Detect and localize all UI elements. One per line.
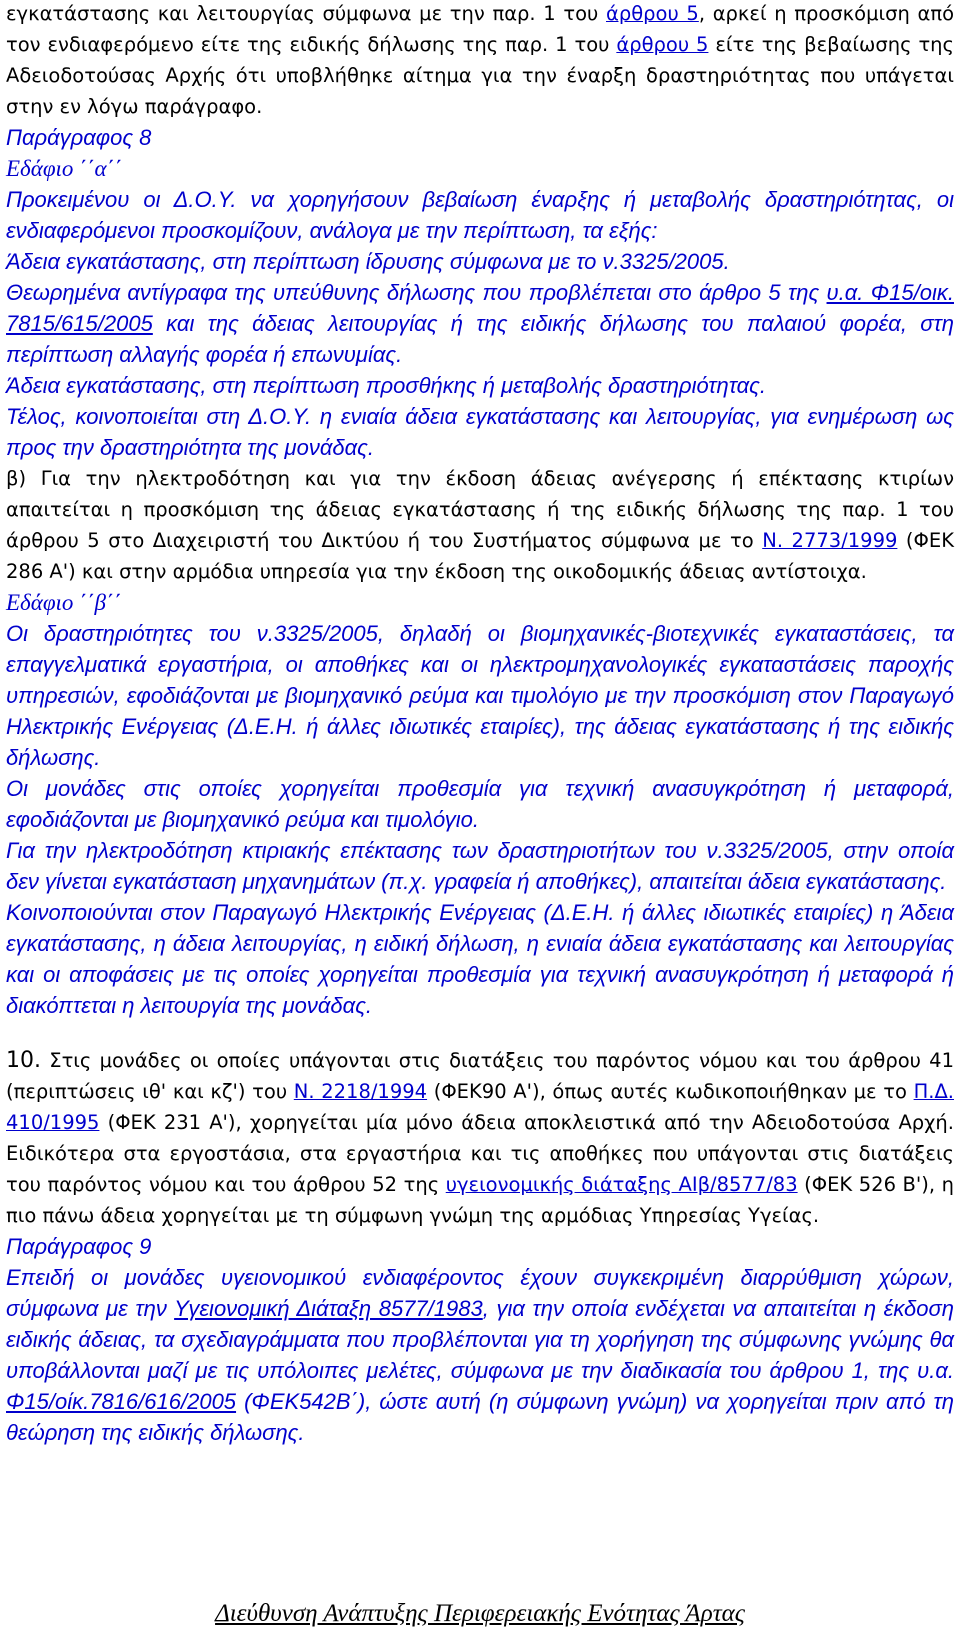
link-ministerial-decision-7816[interactable]: Φ15/οίκ.7816/616/2005 [6,1389,237,1414]
link-law-2218-1994[interactable]: Ν. 2218/1994 [293,1080,428,1103]
requirement-certified-copies [6,277,954,370]
paragraph-10 [6,1045,954,1231]
paragraph-installation-proof [6,0,954,122]
health-units-paragraph [6,1262,954,1448]
text-run: , αρκεί η προσκόμιση από τον ενδιαφερόμενο είτε της ειδικής δήλωσης της παρ. 1 του [6,2,954,56]
requirement-installation-permit: Άδεια εγκατάστασης, στη περίπτωση ίδρυσης σύμφωνα με το ν.3325/2005. [6,249,730,274]
text-run: , για την οποία ενδέχεται να απαιτείται η έκδοση ειδικής άδειας, τα σχεδιαγράμματα που προβλέπονται για τη χορήγηση της σύμφωνης γνώμης θα υποβάλλονται μαζί με τις υπόλοιπες μελέτες, σύμφωνα με την διαδικασία του άρθρου 1, της υ.α. [6,1296,954,1383]
text-run: είτε της βεβαίωσης της Αδειοδοτούσας Αρχής ότι υποβλήθηκε αίτημα για την έναρξη δραστηριότητας που υπάγεται στην εν λόγω παράγραφο. [6,33,954,118]
requirement-activity-change: Άδεια εγκατάστασης, στη περίπτωση προσθήκης ή μεταβολής δραστηριότητας. [6,373,766,398]
paragraph-number: 10. [6,1048,41,1073]
link-pd-410-1995[interactable]: Π.Δ. 410/1995 [6,1080,954,1134]
tax-office-requirements: Προκειμένου οι Δ.Ο.Υ. να χορηγήσουν βεβαίωση έναρξης ή μεταβολής δραστηριότητας, οι ενδιαφερόμενοι προσκομίζουν, ανάλογα με την περίπτωση, τα εξής: [6,187,954,243]
paragraph-9-heading: Παράγραφος 9 [6,1234,152,1259]
spacer [6,1021,954,1045]
paragraph-8-heading: Παράγραφος 8 [6,125,152,150]
paragraph-electrification [6,463,954,587]
text-run: και της άδειας λειτουργίας ή της ειδικής δήλωσης του παλαιού φορέα, στη περίπτωση αλλαγής φορέα ή επωνυμίας. [6,311,954,367]
text-run: (ΦΕΚ 286 Α') και στην αρμόδια υπηρεσία για την έκδοση της οικοδομικής άδειας αντίστοιχα. [6,529,954,583]
clause-a-heading: Εδάφιο ΄΄α΄΄ [6,156,122,181]
link-health-provision-1983[interactable]: Υγειονομική Διάταξη 8577/1983 [174,1296,483,1321]
text-run: (ΦΕΚ542Β΄), ώστε αυτή (η σύμφωνη γνώμη) να χορηγείται πριν από τη θεώρηση της ειδικής δήλωσης. [6,1389,954,1445]
link-law-2773-1999[interactable]: Ν. 2773/1999 [762,529,898,552]
link-article-5[interactable]: άρθρου 5 [616,33,709,56]
text-run: Στις μονάδες οι οποίες υπάγονται στις διατάξεις του παρόντος νόμου και του άρθρου 41 (περιπτώσεις ιθ' και κζ') του [6,1049,954,1103]
tax-office-notification: Τέλος, κοινοποιείται στη Δ.Ο.Υ. η ενιαία άδεια εγκατάστασης και λειτουργίας, για ενημέρωση ως προς την δραστηριότητα της μονάδας. [6,404,954,460]
text-run: (ΦΕΚ 526 Β'), η πιο πάνω άδεια χορηγείται με τη σύμφωνη γνώμη της αρμόδιας Υπηρεσίας Υγείας. [6,1173,954,1227]
text-run: Θεωρημένα αντίγραφα της υπεύθυνης δήλωσης που προβλέπεται στο άρθρο 5 της [6,280,827,305]
link-health-provision[interactable]: υγειονομικής διάταξης ΑΙβ/8577/83 [445,1173,798,1196]
building-extension-power: Για την ηλεκτροδότηση κτιριακής επέκτασης των δραστηριοτήτων του ν.3325/2005, στην οποία δεν γίνεται εγκατάσταση μηχανημάτων (π.χ. γραφεία ή αποθήκες), απαιτείται άδεια εγκατάστασης. [6,838,954,894]
text-run: (ΦΕΚ90 Α'), όπως αυτές κωδικοποιήθηκαν με το [427,1080,914,1103]
text-run: β) Για την ηλεκτροδότηση και για την έκδοση άδειας ανέγερσης ή επέκτασης κτιρίων απαιτείται η προσκόμιση της άδειας εγκατάστασης ή της ειδικής δήλωσης της παρ. 1 του άρθρου 5 στο Διαχειριστή του Δικτύου ή του Συστήματος σύμφωνα με το [6,467,954,552]
text-run: Επειδή οι μονάδες υγειονομικού ενδιαφέροντος έχουν συγκεκριμένη διαρρύθμιση χώρων, σύμφωνα με την [6,1265,954,1321]
relocation-deadline-units: Οι μονάδες στις οποίες χορηγείται προθεσμία για τεχνική ανασυγκρότηση ή μεταφορά, εφοδιάζονται με βιομηχανικό ρεύμα και τιμολόγιο. [6,776,954,832]
clause-b-heading: Εδάφιο ΄΄β΄΄ [6,590,122,615]
page-footer: Διεύθυνση Ανάπτυξης Περιφερειακής Ενότητας Άρτας [215,1600,745,1627]
text-run: (ΦΕΚ 231 Α'), χορηγείται μία μόνο άδεια αποκλειστικά από την Αδειοδοτούσα Αρχή. Ειδικότερα στα εργοστάσια, στα εργαστήρια και τις αποθήκες που υπάγονται στις διατάξεις του παρόντος νόμου και του άρθρου 52 της [6,1111,954,1196]
document-page [6,0,954,1448]
industrial-power-supply: Οι δραστηριότητες του ν.3325/2005, δηλαδή οι βιομηχανικές-βιοτεχνικές εγκαταστάσεις, τα επαγγελματικά εργαστήρια, οι αποθήκες και οι ηλεκτρομηχανολογικές εγκαταστάσεις παροχής υπηρεσιών, εφοδιάζονται με βιομηχανικό ρεύμα και τιμολόγιο με την προσκόμιση στον Παραγωγό Ηλεκτρικής Ενέργειας (Δ.Ε.Η. ή άλλες ιδιωτικές εταιρίες), της άδειας εγκατάστασης ή της ειδικής δήλωσης. [6,621,954,770]
power-producer-notification: Κοινοποιούνται στον Παραγωγό Ηλεκτρικής Ενέργειας (Δ.Ε.Η. ή άλλες ιδιωτικές εταιρίες) η Άδεια εγκατάστασης, η άδεια λειτουργίας, η ειδική δήλωση, η ενιαία άδεια εγκατάστασης και λειτουργίας και οι αποφάσεις με τις οποίες χορηγείται προθεσμία για τεχνική ανασυγκρότηση ή μεταφορά ή διακόπτεται η λειτουργία της μονάδας. [6,900,954,1018]
link-article-5[interactable]: άρθρου 5 [606,2,699,25]
link-ministerial-decision[interactable]: υ.α. Φ15/οικ. 7815/615/2005 [6,280,954,336]
text-run: εγκατάστασης και λειτουργίας σύμφωνα με την παρ. 1 του [6,2,606,25]
